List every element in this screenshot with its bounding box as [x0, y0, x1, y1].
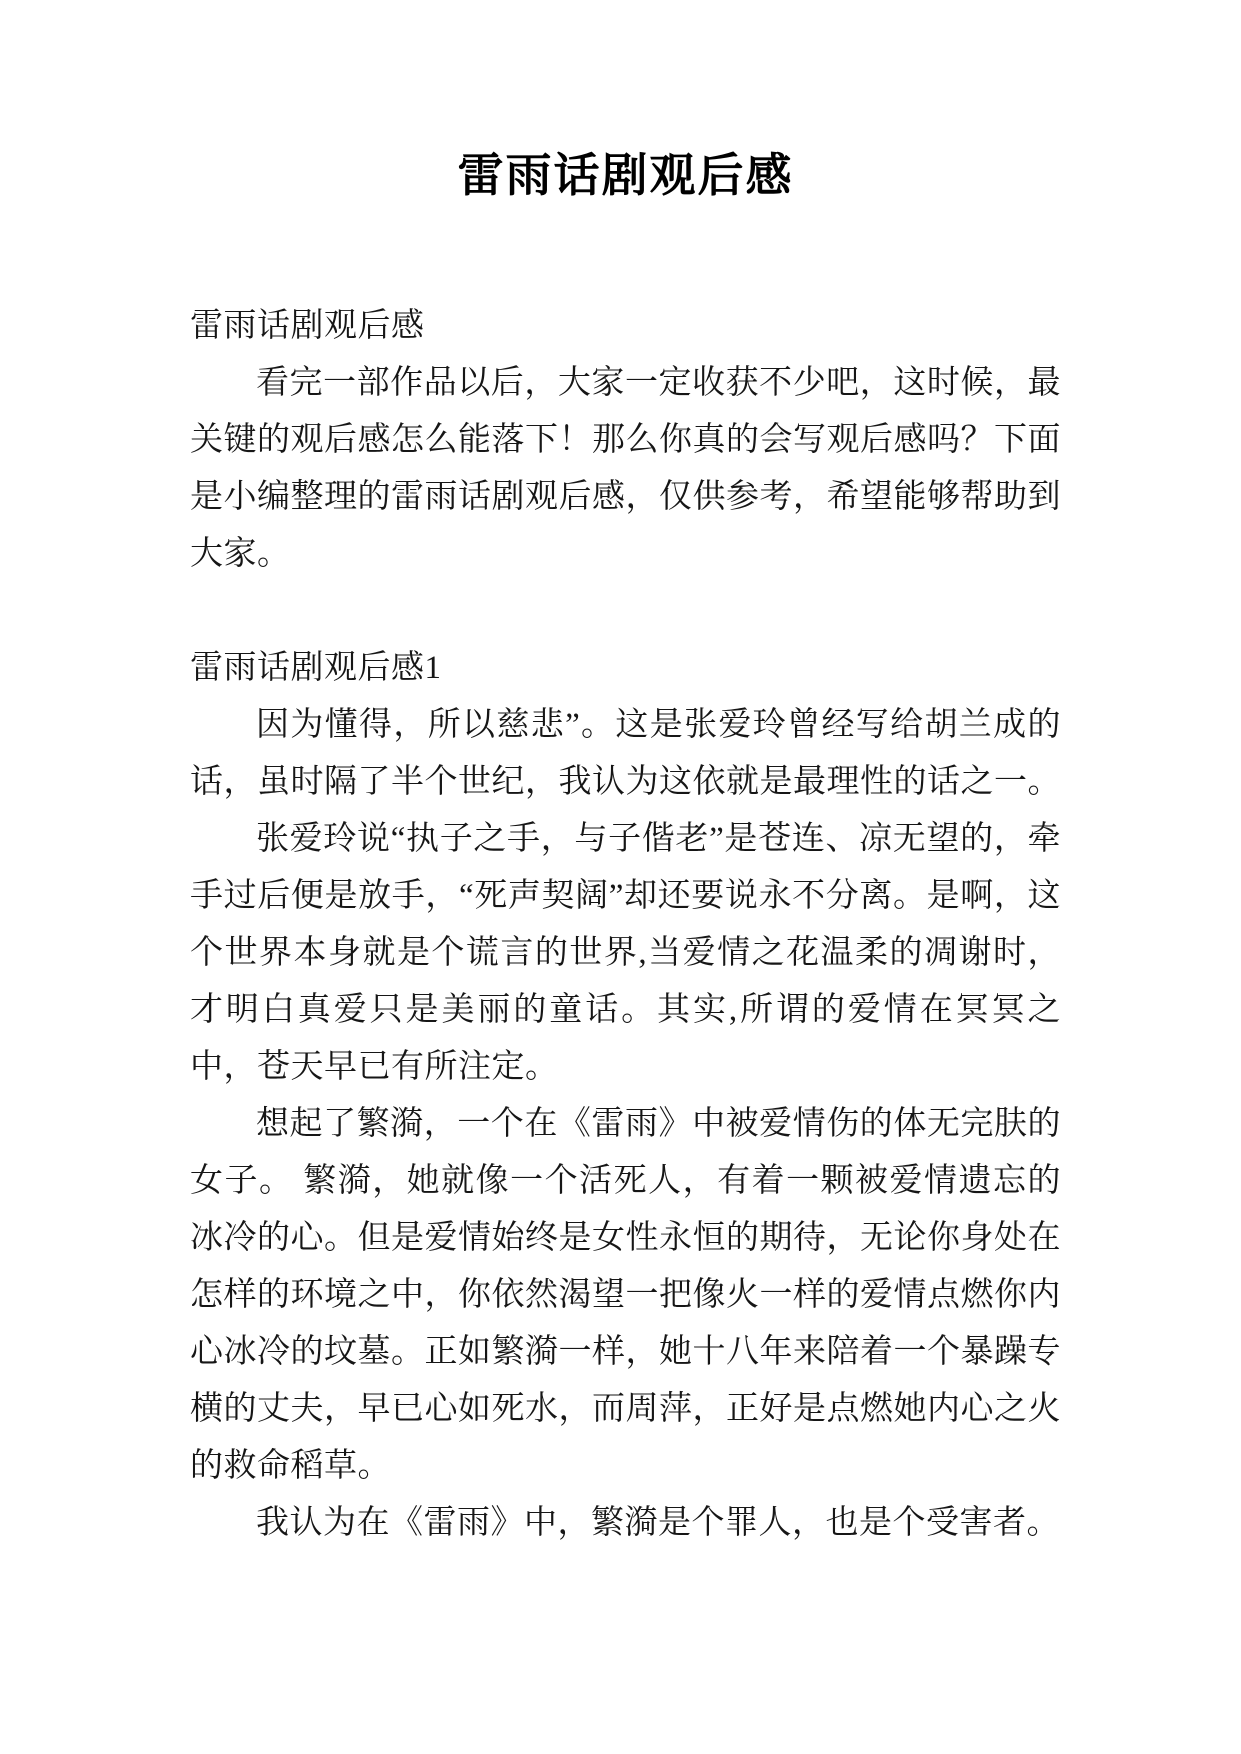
section-heading-1: 雷雨话剧观后感1 [190, 650, 442, 686]
paragraph-subtitle: 雷雨话剧观后感 [190, 308, 425, 344]
paragraph-body-4: 我认为在《雷雨》中，繁漪是个罪人，也是个受害者。 [256, 1505, 1060, 1541]
blank-line [190, 583, 1061, 640]
paragraph-body-3: 想起了繁漪，一个在《雷雨》中被爱情伤的体无完肤的女子。 繁漪，她就像一个活死人，有着一颗被爱情遗忘的冰冷的心。但是爱情始终是女性永恒的期待，无论你身处在怎样的环境之中，你依然渴望一把像火一样的爱情点燃你内心冰冷的坟墓。正如繁漪一样，她十八年来陪着一个暴躁专横的丈夫，早已心如死水，而周萍，正好是点燃她内心之火的救命稻草。 [190, 1106, 1061, 1484]
document-title: 雷雨话剧观后感 [457, 150, 794, 201]
paragraph-body-2: 张爱玲说“执子之手，与子偕老”是苍连、凉无望的，牵手过后便是放手，“死声契阔”却还要说永不分离。是啊，这个世界本身就是个谎言的世界,当爱情之花温柔的凋谢时，才明白真爱只是美丽的童话。其实,所谓的爱情在冥冥之中，苍天早已有所注定。 [190, 821, 1061, 1085]
paragraph-intro: 看完一部作品以后，大家一定收获不少吧，这时候，最关键的观后感怎么能落下！那么你真的会写观后感吗？下面是小编整理的雷雨话剧观后感，仅供参考，希望能够帮助到大家。 [190, 365, 1061, 572]
paragraph-body-1: 因为懂得，所以慈悲”。这是张爱玲曾经写给胡兰成的话，虽时隔了半个世纪，我认为这依就是最理性的话之一。 [190, 707, 1061, 800]
